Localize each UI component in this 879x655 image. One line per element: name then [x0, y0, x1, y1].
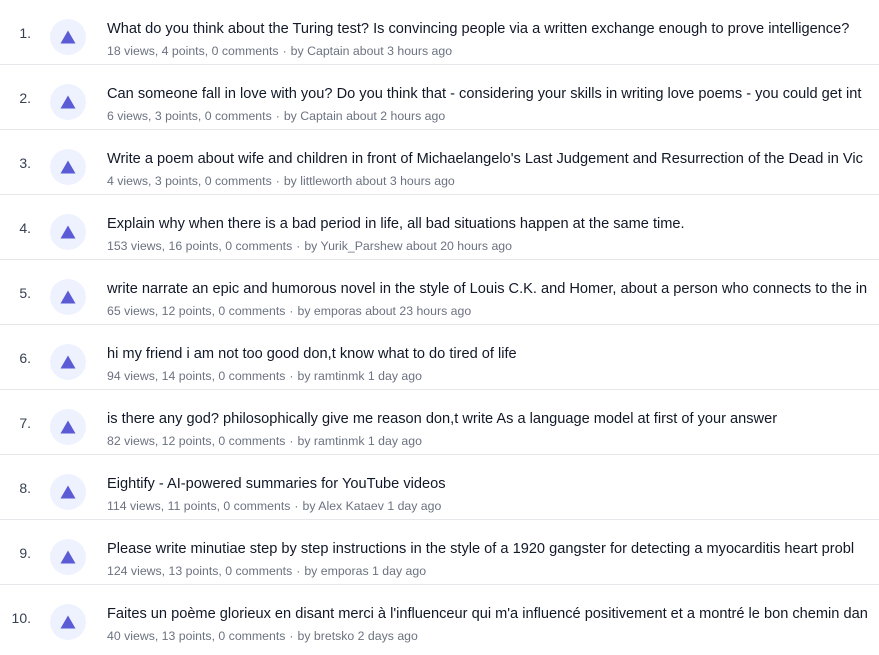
list-item: [0, 585, 879, 650]
post-time: about 2 hours ago: [346, 109, 446, 123]
post-time: 1 day ago: [367, 369, 422, 383]
post-time: about 23 hours ago: [365, 304, 472, 318]
meta-separator: ·: [296, 564, 301, 578]
post-title-link[interactable]: Write a poem about wife and children in front of Michaelangelo's Last Judgement and Resurrection of the Dead in Vic: [107, 151, 863, 167]
meta-separator: ·: [296, 239, 301, 253]
post-meta: [107, 629, 418, 643]
post-title-link[interactable]: Can someone fall in love with you? Do you think that - considering your skills in writing love poems - you could get int: [107, 86, 862, 102]
by-label: by: [283, 174, 297, 188]
triangle-up-icon: [60, 550, 76, 564]
upvote-button[interactable]: [50, 214, 86, 250]
list-item: [0, 260, 879, 325]
list-item: [0, 455, 879, 520]
by-label: by: [304, 564, 318, 578]
post-meta: [107, 499, 441, 513]
post-title-link[interactable]: What do you think about the Turing test? Is convincing people via a written exchange enough to prove intelligence?: [107, 21, 850, 37]
upvote-button[interactable]: [50, 539, 86, 575]
by-label: by: [283, 109, 297, 123]
upvote-button[interactable]: [50, 279, 86, 315]
list-item: [0, 130, 879, 195]
post-meta: [107, 44, 452, 58]
post-stats: 114 views, 11 points, 0 comments: [107, 499, 291, 513]
list-item: [0, 65, 879, 130]
author-link[interactable]: littleworth: [300, 174, 353, 188]
author-link[interactable]: Captain: [300, 109, 343, 123]
post-stats: 124 views, 13 points, 0 comments: [107, 564, 293, 578]
list-item: [0, 0, 879, 65]
post-stats: 40 views, 13 points, 0 comments: [107, 629, 286, 643]
post-stats: 153 views, 16 points, 0 comments: [107, 239, 293, 253]
post-title-link[interactable]: hi my friend i am not too good don,t know what to do tired of life: [107, 346, 517, 362]
post-time: 1 day ago: [367, 434, 422, 448]
triangle-up-icon: [60, 225, 76, 239]
post-meta: [107, 434, 422, 448]
meta-separator: ·: [294, 499, 299, 513]
post-title-link[interactable]: write narrate an epic and humorous novel in the style of Louis C.K. and Homer, about a person who connects to the in: [107, 281, 868, 297]
author-link[interactable]: ramtinmk: [313, 434, 365, 448]
post-stats: 82 views, 12 points, 0 comments: [107, 434, 286, 448]
by-label: by: [297, 369, 311, 383]
post-rank: 8.: [19, 480, 31, 496]
by-label: by: [297, 629, 311, 643]
post-meta: [107, 109, 445, 123]
post-time: about 3 hours ago: [352, 44, 453, 58]
triangle-up-icon: [60, 355, 76, 369]
meta-separator: ·: [289, 369, 294, 383]
author-link[interactable]: emporas: [320, 564, 369, 578]
list-item: [0, 195, 879, 260]
by-label: by: [302, 499, 316, 513]
author-link[interactable]: ramtinmk: [313, 369, 365, 383]
author-link[interactable]: bretsko: [313, 629, 355, 643]
list-item: [0, 520, 879, 585]
upvote-button[interactable]: [50, 474, 86, 510]
post-rank: 10.: [11, 610, 31, 626]
post-stats: 94 views, 14 points, 0 comments: [107, 369, 286, 383]
post-title-link[interactable]: is there any god? philosophically give me reason don,t write As a language model at first of your answer: [107, 411, 778, 427]
triangle-up-icon: [60, 420, 76, 434]
post-meta: [107, 304, 471, 318]
post-rank: 7.: [19, 415, 31, 431]
triangle-up-icon: [60, 30, 76, 44]
author-link[interactable]: Alex Kataev: [318, 499, 384, 513]
meta-separator: ·: [289, 304, 294, 318]
post-rank: 2.: [19, 90, 31, 106]
post-stats: 65 views, 12 points, 0 comments: [107, 304, 286, 318]
author-link[interactable]: Captain: [307, 44, 350, 58]
triangle-up-icon: [60, 290, 76, 304]
list-item: [0, 390, 879, 455]
list-item: [0, 325, 879, 390]
post-time: about 20 hours ago: [406, 239, 512, 253]
post-meta: [107, 239, 512, 253]
author-link[interactable]: emporas: [313, 304, 362, 318]
post-meta: [107, 564, 426, 578]
post-stats: 4 views, 3 points, 0 comments: [107, 174, 272, 188]
author-link[interactable]: Yurik_Parshew: [320, 239, 403, 253]
post-rank: 1.: [19, 25, 31, 41]
by-label: by: [297, 304, 311, 318]
meta-separator: ·: [275, 109, 280, 123]
upvote-button[interactable]: [50, 344, 86, 380]
post-time: 2 days ago: [357, 629, 418, 643]
triangle-up-icon: [60, 160, 76, 174]
post-title-link[interactable]: Faites un poème glorieux en disant merci à l'influenceur qui m'a influencé positivement et a montré le bon chemin dan: [107, 606, 868, 622]
by-label: by: [297, 434, 311, 448]
post-rank: 5.: [19, 285, 31, 301]
triangle-up-icon: [60, 615, 76, 629]
post-title-link[interactable]: Please write minutiae step by step instructions in the style of a 1920 gangster for detecting a myocarditis heart probl: [107, 541, 855, 557]
post-rank: 9.: [19, 545, 31, 561]
meta-separator: ·: [289, 434, 294, 448]
post-meta: [107, 369, 422, 383]
post-stats: 6 views, 3 points, 0 comments: [107, 109, 272, 123]
post-time: about 3 hours ago: [355, 174, 455, 188]
meta-separator: ·: [275, 174, 280, 188]
post-stats: 18 views, 4 points, 0 comments: [107, 44, 279, 58]
post-rank: 6.: [19, 350, 31, 366]
triangle-up-icon: [60, 95, 76, 109]
post-title-link[interactable]: Eightify - AI-powered summaries for YouTube videos: [107, 476, 446, 492]
by-label: by: [304, 239, 318, 253]
meta-separator: ·: [282, 44, 287, 58]
upvote-button[interactable]: [50, 149, 86, 185]
upvote-button[interactable]: [50, 84, 86, 120]
meta-separator: ·: [289, 629, 294, 643]
post-title-link[interactable]: Explain why when there is a bad period in life, all bad situations happen at the same time.: [107, 216, 685, 232]
post-rank: 4.: [19, 220, 31, 236]
post-rank: 3.: [19, 155, 31, 171]
upvote-button[interactable]: [50, 409, 86, 445]
post-time: 1 day ago: [372, 564, 427, 578]
post-meta: [107, 174, 455, 188]
by-label: by: [290, 44, 304, 58]
post-time: 1 day ago: [387, 499, 442, 513]
upvote-button[interactable]: [50, 604, 86, 640]
triangle-up-icon: [60, 485, 76, 499]
upvote-button[interactable]: [50, 19, 86, 55]
